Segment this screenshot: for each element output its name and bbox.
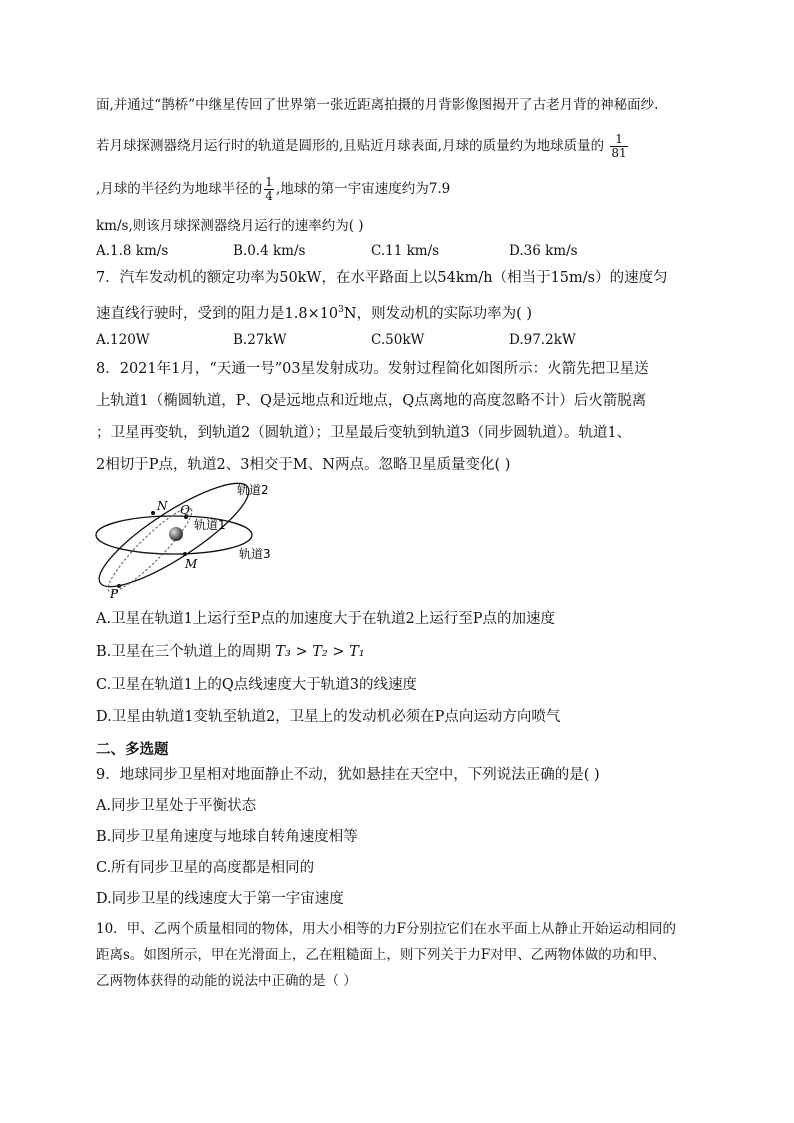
q8-period-formula: T₃ > T₂ > T₁ bbox=[275, 644, 365, 660]
q8-line2: 上轨道1（椭圆轨道，P、Q是远地点和近地点，Q点离地的高度忽略不计）后火箭脱离 bbox=[96, 393, 647, 409]
q8-option-c[interactable]: C.卫星在轨道1上的Q点线速度大于轨道3的线速度 bbox=[96, 677, 418, 693]
q6-line3 bbox=[96, 176, 450, 203]
q9-option-b[interactable]: B.同步卫星角速度与地球自转角速度相等 bbox=[96, 829, 358, 845]
label-n: N bbox=[157, 499, 168, 513]
fraction-denominator: 81 bbox=[611, 146, 627, 160]
point-n bbox=[151, 511, 155, 515]
q7-line1: 7．汽车发动机的额定功率为50kW，在水平路面上以54km/h（相当于15m/s）的速度匀 bbox=[96, 270, 668, 286]
label-m: M bbox=[185, 557, 198, 571]
q8-line3: ；卫星再变轨，到轨道2（圆轨道）；卫星最后变轨到轨道3（同步圆轨道）。轨道1、 bbox=[96, 425, 632, 441]
q6-radius-fraction bbox=[264, 176, 274, 203]
orbit-diagram bbox=[90, 480, 290, 602]
label-orbit3: 轨道3 bbox=[239, 547, 271, 561]
q7-line2-pre: 速直线行驶时，受到的阻力是 bbox=[96, 305, 285, 322]
q7-line2 bbox=[96, 300, 532, 324]
section-title: 二、多选题 bbox=[96, 742, 169, 758]
fraction-numerator: 1 bbox=[265, 175, 273, 189]
q9-stem: 9．地球同步卫星相对地面静止不动，犹如悬挂在天空中，下列说法正确的是( ) bbox=[96, 767, 600, 783]
force-mantissa: 1.8×10 bbox=[284, 305, 339, 322]
q8-line4: 2相切于P点，轨道2、3相交于M、N两点。忽略卫星质量变化( ) bbox=[96, 457, 511, 473]
fraction-numerator: 1 bbox=[610, 133, 627, 147]
q6-option-d[interactable]: D.36 km/s bbox=[509, 243, 578, 259]
q6-option-b[interactable]: B.0.4 km/s bbox=[233, 243, 306, 259]
q7-force-value bbox=[285, 306, 357, 322]
q10-line3: 乙两物体获得的动能的说法中正确的是（ ） bbox=[96, 973, 357, 989]
label-orbit2: 轨道2 bbox=[237, 483, 269, 497]
q7-option-a[interactable]: A.120W bbox=[96, 332, 150, 348]
q6-option-a[interactable]: A.1.8 km/s bbox=[96, 243, 169, 259]
earth-icon bbox=[169, 527, 183, 541]
q8-option-a[interactable]: A.卫星在轨道1上运行至P点的加速度大于在轨道2上运行至P点的加速度 bbox=[96, 611, 556, 627]
label-q: Q bbox=[180, 503, 190, 517]
q7-option-d[interactable]: D.97.2kW bbox=[509, 332, 576, 348]
q8-option-b-text: B.卫星在三个轨道上的周期 bbox=[96, 644, 271, 660]
q6-line3-post: ,地球的第一宇宙速度约为7.9 bbox=[275, 181, 451, 197]
q10-line1: 10．甲、乙两个质量相同的物体，用大小相等的力F分别拉它们在水平面上从静止开始运动相同的 bbox=[96, 921, 677, 937]
q9-option-d[interactable]: D.同步卫星的线速度大于第一宇宙速度 bbox=[96, 891, 344, 907]
orbit2-ellipse bbox=[90, 480, 260, 602]
fraction-denominator: 4 bbox=[265, 189, 273, 203]
label-orbit1: 轨道1 bbox=[194, 518, 226, 532]
q8-option-d[interactable]: D.卫星由轨道1变轨至轨道2，卫星上的发动机必须在P点向运动方向喷气 bbox=[96, 709, 561, 725]
force-unit: N bbox=[343, 305, 357, 322]
point-m bbox=[183, 552, 187, 556]
q6-line2-text: 若月球探测器绕月运行时的轨道是圆形的,且贴近月球表面,月球的质量约为地球质量的 bbox=[96, 138, 605, 154]
label-p: P bbox=[110, 587, 119, 601]
q6-option-c[interactable]: C.11 km/s bbox=[371, 243, 440, 259]
q6-line2 bbox=[96, 133, 630, 160]
q6-line1: 面,并通过“鹊桥”中继星传回了世界第一张近距离拍摄的月背影像图揭开了古老月背的神秘面纱. bbox=[96, 97, 659, 113]
q6-line4: km/s,则该月球探测器绕月运行的速率约为( ) bbox=[96, 218, 364, 234]
q7-line2-post: ，则发动机的实际功率为( ) bbox=[356, 305, 533, 322]
force-exponent: 3 bbox=[338, 305, 344, 315]
q8-option-b[interactable] bbox=[96, 642, 365, 662]
q8-line1: 8．2021年1月，“天通一号”03星发射成功。发射过程简化如图所示：火箭先把卫星送 bbox=[96, 361, 649, 377]
q9-option-c[interactable]: C.所有同步卫星的高度都是相同的 bbox=[96, 860, 315, 876]
q7-option-b[interactable]: B.27kW bbox=[233, 332, 287, 348]
q7-option-c[interactable]: C.50kW bbox=[371, 332, 425, 348]
q10-line2: 距离s。如图所示，甲在光滑面上，乙在粗糙面上，则下列关于力F对甲、乙两物体做的功和甲、 bbox=[96, 947, 666, 963]
q9-option-a[interactable]: A.同步卫星处于平衡状态 bbox=[96, 798, 257, 814]
q6-line3-pre: ,月球的半径约为地球半径的 bbox=[96, 181, 263, 197]
q6-mass-fraction bbox=[610, 133, 627, 160]
